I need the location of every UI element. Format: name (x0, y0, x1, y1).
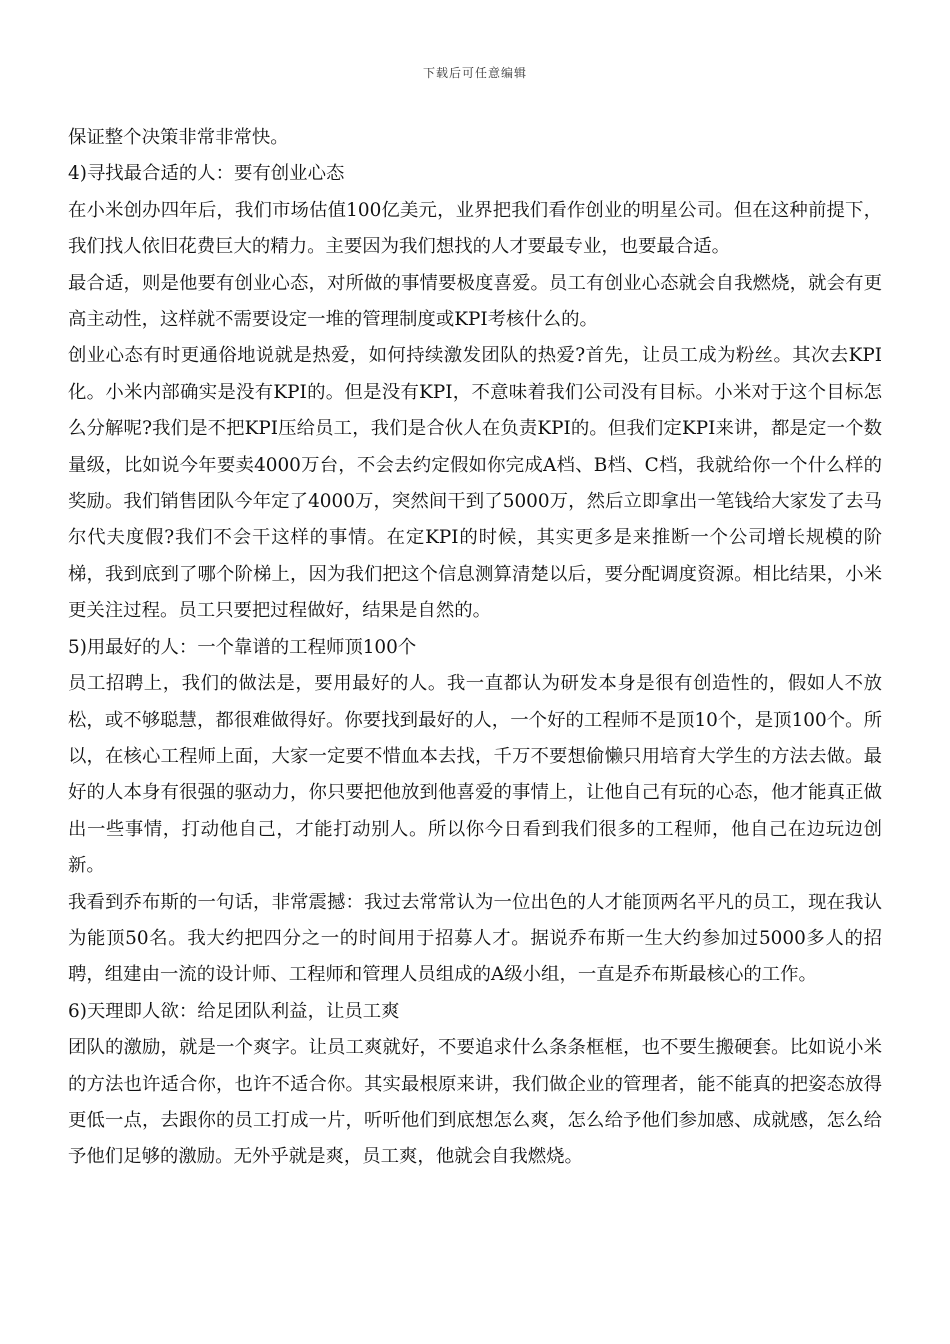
paragraph-jobs-quote: 我看到乔布斯的一句话，非常震撼：我过去常常认为一位出色的人才能顶两名平凡的员工，现在我认为能顶50名。我大约把四分之一的时间用于招募人才。据说乔布斯一生大约参加过5000多人的招聘，组建由一流的设计师、工程师和管理人员组成的A级小组，一直是乔布斯最核心的工作。 (68, 891, 882, 986)
header-note: 下载后可任意编辑 (422, 66, 527, 80)
paragraph-startup-mindset-kpi: 创业心态有时更通俗地说就是热爱，如何持续激发团队的热爱?首先，让员工成为粉丝。其次去KPI化。小米内部确实是没有KPI的。但是没有KPI，不意味着我们公司没有目标。小米对于这个目标怎么分解呢?我们是不把KPI压给员工，我们是合伙人在负责KPI的。但我们定KPI来讲，都是定一个数量级，比如说今年要卖4000万台，不会去约定假如你完成A档、B档、C档，我就给你一个什么样的奖励。我们销售团队今年定了4000万，突然间干到了5000万，然后立即拿出一笔钱给大家发了去马尔代夫度假?我们不会干这样的事情。在定KPI的时候，其实更多是来推断一个公司增长规模的阶梯，我到底到了哪个阶梯上，因为我们把这个信息测算清楚以后，要分配调度资源。相比结果，小米更关注过程。员工只要把过程做好，结果是自然的。 (68, 345, 882, 622)
document-body (68, 120, 882, 1176)
section-heading-4: 4)寻找最合适的人：要有创业心态 (68, 163, 345, 185)
paragraph-decision-speed: 保证整个决策非常非常快。 (68, 127, 289, 148)
paragraph-xiaomi-valuation: 在小米创办四年后，我们市场估值100亿美元，业界把我们看作创业的明星公司。但在这种前提下，我们找人依旧花费巨大的精力。主要因为我们想找的人才要最专业，也要最合适。 (68, 199, 882, 258)
paragraph-most-suitable: 最合适，则是他要有创业心态，对所做的事情要极度喜爱。员工有创业心态就会自我燃烧，就会有更高主动性，这样就不需要设定一堆的管理制度或KPI考核什么的。 (68, 272, 882, 331)
paragraph-team-incentive: 团队的激励，就是一个爽字。让员工爽就好，不要追求什么条条框框，也不要生搬硬套。比如说小米的方法也许适合你，也许不适合你。其实最根原来讲，我们做企业的管理者，能不能真的把姿态放得更低一点，去跟你的员工打成一片，听听他们到底想怎么爽，怎么给予他们参加感、成就感，怎么给予他们足够的激励。无外乎就是爽，员工爽，他就会自我燃烧。 (68, 1037, 882, 1168)
paragraph-hiring-best-people: 员工招聘上，我们的做法是，要用最好的人。我一直都认为研发本身是很有创造性的，假如人不放松，或不够聪慧，都很难做得好。你要找到最好的人，一个好的工程师不是顶10个，是顶100个。所以，在核心工程师上面，大家一定要不惜血本去找，千万不要想偷懒只用培育大学生的方法去做。最好的人本身有很强的驱动力，你只要把他放到他喜爱的事情上，让他自己有玩的心态，他才能真正做出一些事情，打动他自己，才能打动别人。所以你今日看到我们很多的工程师，他自己在边玩边创新。 (68, 673, 882, 877)
section-heading-6: 6)天理即人欲：给足团队利益，让员工爽 (68, 1000, 400, 1022)
section-heading-5: 5)用最好的人：一个靠谱的工程师顶100个 (68, 636, 417, 658)
